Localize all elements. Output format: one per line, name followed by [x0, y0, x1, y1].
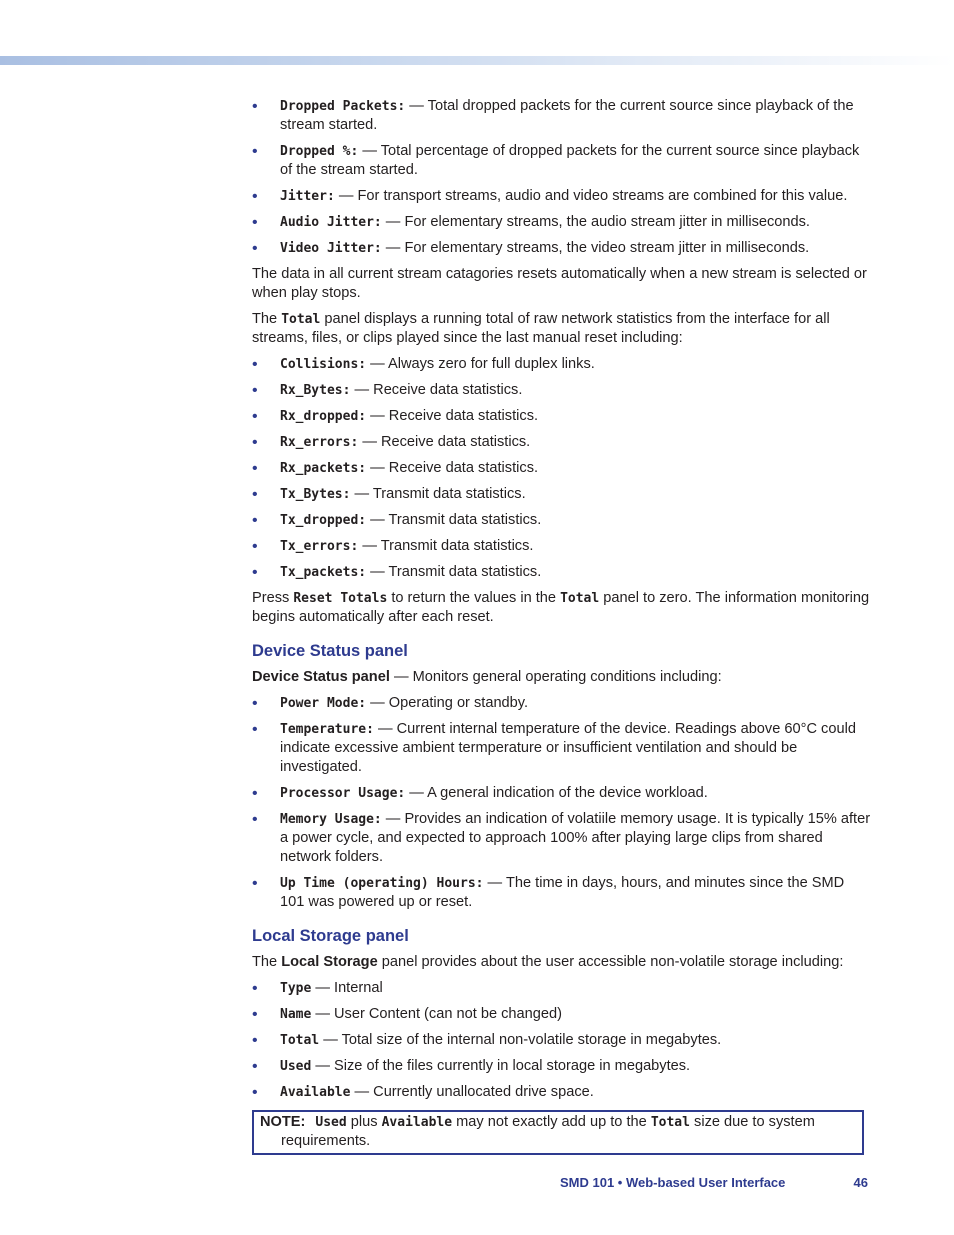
list-item: • Memory Usage: — Provides an indication of volatiile memory usage. It is typically 15% after a power cycle, and expected to approach 100% after playing large clips from shared network folders.: [252, 810, 872, 867]
list-item: • Dropped Packets: — Total dropped packets for the current source since playback of the stream started.: [252, 97, 872, 135]
term: Processor Usage:: [280, 786, 406, 801]
term: Up Time (operating) Hours:: [280, 876, 484, 891]
list-item: • Audio Jitter: — For elementary streams, the audio stream jitter in milliseconds.: [252, 213, 872, 232]
term: Rx_Bytes:: [280, 383, 351, 398]
press-reset-paragraph: Press Reset Totals to return the values in the Total panel to zero. The information monitoring begins automatically after each reset.: [252, 590, 870, 625]
list-item: • Dropped %: — Total percentage of dropped packets for the current source since playback of the stream started.: [252, 142, 872, 180]
note-line-2: requirements.: [281, 1133, 371, 1149]
local-storage-intro: The Local Storage panel provides about the user accessible non-volatile storage including:: [252, 954, 844, 970]
stream-stats-list: [252, 97, 872, 258]
list-item: • Video Jitter: — For elementary streams, the video stream jitter in milliseconds.: [252, 239, 872, 258]
term: Tx_packets:: [280, 565, 367, 580]
list-item: • Tx_errors: — Transmit data statistics.: [252, 537, 872, 556]
note-box: [252, 1110, 864, 1155]
list-item: • Rx_packets: — Receive data statistics.: [252, 459, 872, 478]
term: Tx_Bytes:: [280, 487, 351, 502]
list-item: • Up Time (operating) Hours: — The time in days, hours, and minutes since the SMD 101 was powered up or reset.: [252, 874, 872, 912]
list-item: • Tx_packets: — Transmit data statistics.: [252, 563, 872, 582]
list-item: • Jitter: — For transport streams, audio and video streams are combined for this value.: [252, 187, 872, 206]
term: Type: [280, 981, 312, 996]
list-item: • Rx_Bytes: — Receive data statistics.: [252, 381, 872, 400]
list-item: • Name — User Content (can not be changed): [252, 1005, 872, 1024]
device-status-intro: Device Status panel — Monitors general operating conditions including:: [252, 669, 722, 685]
list-item: • Total — Total size of the internal non-volatile storage in megabytes.: [252, 1031, 872, 1050]
total-intro-paragraph: The Total panel displays a running total of raw network statistics from the interface for all streams, files, or clips played since the last manual reset including:: [252, 311, 830, 346]
page-number: 46: [853, 1175, 868, 1190]
term: Name: [280, 1007, 312, 1022]
term: Collisions:: [280, 357, 367, 372]
list-item: • Power Mode: — Operating or standby.: [252, 694, 872, 713]
term: Audio Jitter:: [280, 215, 382, 230]
header-accent-bar: [0, 56, 954, 65]
term: Rx_dropped:: [280, 409, 367, 424]
list-item: • Used — Size of the files currently in local storage in megabytes.: [252, 1057, 872, 1076]
term: Dropped %:: [280, 144, 359, 159]
term: Dropped Packets:: [280, 99, 406, 114]
list-item: • Tx_dropped: — Transmit data statistics.: [252, 511, 872, 530]
local-storage-list: [252, 979, 872, 1102]
term: Used: [280, 1059, 312, 1074]
device-status-list: [252, 694, 872, 912]
term: Jitter:: [280, 189, 335, 204]
term: Temperature:: [280, 722, 374, 737]
list-item: • Collisions: — Always zero for full duplex links.: [252, 355, 872, 374]
term: Power Mode:: [280, 696, 367, 711]
total-stats-list: [252, 355, 872, 582]
page-content: [252, 97, 872, 1155]
local-storage-heading: Local Storage panel: [252, 927, 409, 945]
list-item: • Rx_dropped: — Receive data statistics.: [252, 407, 872, 426]
list-item: • Rx_errors: — Receive data statistics.: [252, 433, 872, 452]
list-item: • Tx_Bytes: — Transmit data statistics.: [252, 485, 872, 504]
list-item: • Processor Usage: — A general indication of the device workload.: [252, 784, 872, 803]
term: Tx_dropped:: [280, 513, 367, 528]
term: Memory Usage:: [280, 812, 382, 827]
term: Total: [280, 1033, 320, 1048]
term: Video Jitter:: [280, 241, 382, 256]
term: Tx_errors:: [280, 539, 359, 554]
term: Rx_errors:: [280, 435, 359, 450]
device-status-heading: Device Status panel: [252, 642, 408, 660]
note-line-1: NOTE: Used plus Available may not exactly add up to the Total size due to system: [260, 1114, 815, 1130]
reset-paragraph: The data in all current stream catagories resets automatically when a new stream is selected or when play stops.: [252, 266, 867, 301]
term: Available: [280, 1085, 351, 1100]
list-item: • Type — Internal: [252, 979, 872, 998]
note-label: NOTE:: [260, 1114, 306, 1130]
page-footer: [560, 1174, 870, 1192]
list-item: • Temperature: — Current internal temperature of the device. Readings above 60°C could indicate excessive ambient termperature or insufficient ventilation and should be investigated.: [252, 720, 872, 777]
footer-title: SMD 101 • Web-based User Interface: [560, 1175, 786, 1190]
list-item: • Available — Currently unallocated drive space.: [252, 1083, 872, 1102]
term: Rx_packets:: [280, 461, 367, 476]
